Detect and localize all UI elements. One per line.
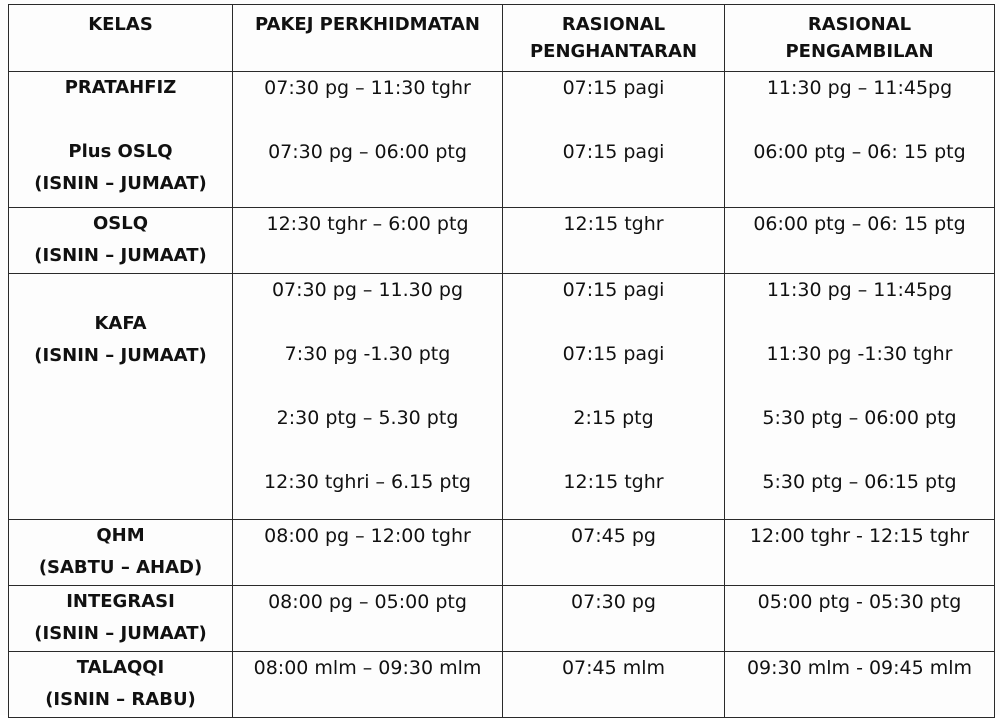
- kelas-cell: [9, 72, 233, 208]
- pakej-time: 07:30 pg – 11:30 tghr: [264, 77, 471, 99]
- pakej-cell: [233, 520, 503, 586]
- table-row-integrasi: [9, 586, 995, 652]
- pakej-cell: [233, 586, 503, 652]
- hantar-time: 07:15 pagi: [562, 77, 665, 99]
- pakej-time: 08:00 mlm – 09:30 mlm: [253, 657, 482, 679]
- hantar-cell: [503, 652, 725, 718]
- kelas-days: (ISNIN – JUMAAT): [34, 173, 207, 194]
- kelas-days: (ISNIN – JUMAAT): [34, 245, 207, 266]
- ambil-cell: [725, 274, 995, 520]
- hantar-cell: [503, 586, 725, 652]
- header-pengambilan-line1: RASIONAL: [807, 14, 912, 35]
- hantar-time: 07:45 pg: [571, 525, 656, 547]
- header-pengambilan: [725, 5, 995, 72]
- kelas-days: (ISNIN – RABU): [45, 689, 196, 710]
- pakej-time: 07:30 pg – 11.30 pg: [271, 279, 464, 301]
- kelas-name: Plus OSLQ: [68, 141, 173, 162]
- hantar-time: 2:15 ptg: [573, 407, 654, 429]
- pakej-cell: [233, 274, 503, 520]
- hantar-time: 07:15 pagi: [562, 279, 665, 301]
- hantar-time: 07:15 pagi: [562, 343, 665, 365]
- pakej-time: 08:00 pg – 12:00 tghr: [264, 525, 471, 547]
- header-row: [9, 5, 995, 72]
- kelas-days: (ISNIN – JUMAAT): [34, 623, 207, 644]
- kelas-days: (SABTU – AHAD): [38, 557, 203, 578]
- table-row-qhm: [9, 520, 995, 586]
- kelas-cell: [9, 520, 233, 586]
- pakej-time: 12:30 tghri – 6.15 ptg: [264, 471, 471, 493]
- ambil-time: 5:30 ptg – 06:00 ptg: [762, 407, 957, 429]
- hantar-time: 12:15 tghr: [563, 213, 664, 235]
- ambil-time: 5:30 ptg – 06:15 ptg: [762, 471, 957, 493]
- ambil-time: 06:00 ptg – 06: 15 ptg: [753, 141, 966, 163]
- ambil-time: 05:00 ptg - 05:30 ptg: [757, 591, 962, 613]
- ambil-cell: [725, 586, 995, 652]
- ambil-time: 12:00 tghr - 12:15 tghr: [749, 525, 970, 547]
- schedule-table: [8, 4, 995, 718]
- kelas-name: OSLQ: [92, 213, 149, 234]
- pakej-cell: [233, 72, 503, 208]
- pakej-time: 12:30 tghr – 6:00 ptg: [266, 213, 469, 235]
- kelas-name: QHM: [96, 525, 145, 546]
- header-pengambilan-line2: PENGAMBILAN: [785, 41, 934, 62]
- ambil-time: 06:00 ptg – 06: 15 ptg: [753, 213, 966, 235]
- hantar-time: 07:15 pagi: [562, 141, 665, 163]
- pakej-time: 2:30 ptg – 5.30 ptg: [276, 407, 459, 429]
- hantar-cell: [503, 520, 725, 586]
- kelas-cell: [9, 586, 233, 652]
- pakej-cell: [233, 652, 503, 718]
- header-penghantaran-line2: PENGHANTARAN: [529, 41, 698, 62]
- header-kelas: [9, 5, 233, 72]
- table-row-pratahfiz: [9, 72, 995, 208]
- pakej-time: 07:30 pg – 06:00 ptg: [268, 141, 467, 163]
- header-pakej-text: PAKEJ PERKHIDMATAN: [255, 14, 480, 35]
- ambil-time: 11:30 pg – 11:45pg: [766, 279, 953, 301]
- header-kelas-text: KELAS: [88, 14, 153, 35]
- kelas-cell: [9, 208, 233, 274]
- ambil-cell: [725, 72, 995, 208]
- ambil-cell: [725, 520, 995, 586]
- ambil-time: 09:30 mlm - 09:45 mlm: [746, 657, 973, 679]
- ambil-time: 11:30 pg – 11:45pg: [766, 77, 953, 99]
- kelas-cell: [9, 274, 233, 520]
- table-row-kafa: [9, 274, 995, 520]
- kelas-cell: [9, 652, 233, 718]
- ambil-time: 11:30 pg -1:30 tghr: [766, 343, 953, 365]
- header-pakej: [233, 5, 503, 72]
- hantar-cell: [503, 72, 725, 208]
- pakej-time: 08:00 pg – 05:00 ptg: [268, 591, 467, 613]
- hantar-time: 07:45 mlm: [561, 657, 666, 679]
- pakej-cell: [233, 208, 503, 274]
- hantar-time: 07:30 pg: [571, 591, 656, 613]
- header-penghantaran: [503, 5, 725, 72]
- ambil-cell: [725, 208, 995, 274]
- ambil-cell: [725, 652, 995, 718]
- kelas-name: PRATAHFIZ: [64, 77, 177, 98]
- kelas-name: KAFA: [94, 313, 147, 334]
- kelas-name: INTEGRASI: [66, 591, 175, 612]
- kelas-name: TALAQQI: [76, 657, 165, 678]
- hantar-cell: [503, 274, 725, 520]
- table-row-oslq: [9, 208, 995, 274]
- pakej-time: 7:30 pg -1.30 ptg: [284, 343, 451, 365]
- hantar-time: 12:15 tghr: [563, 471, 664, 493]
- header-penghantaran-line1: RASIONAL: [561, 14, 666, 35]
- table-row-talaqqi: [9, 652, 995, 718]
- hantar-cell: [503, 208, 725, 274]
- kelas-days: (ISNIN – JUMAAT): [34, 345, 207, 366]
